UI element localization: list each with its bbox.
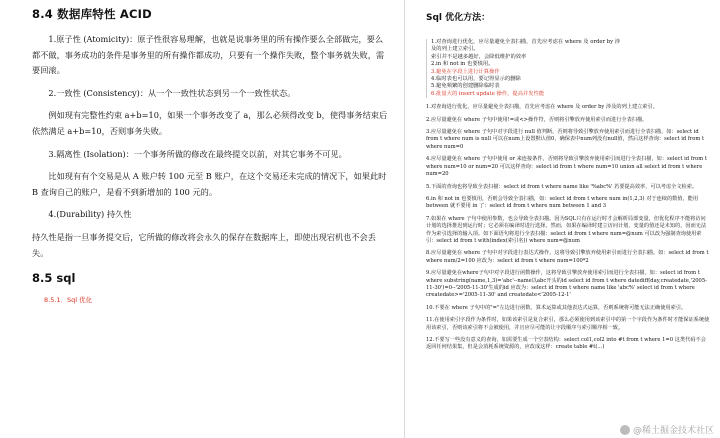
- tip-item: 9.应尽量避免在where子句中对字段进行函数操作，这将导致引擎放弃使用索引而进行全表扫描。如：select id from t where substring(name,1,3)='abc'--name以abc开头的id select id from t where datediff(day,createdate,'2005-11-30')=0--'2005-11-30'生成的id 应改为：select id from t where name like 'abc%' select id from t where createdate>='2005-11-30' and createdate<'2005-12-1': [426, 270, 707, 299]
- tip-item: 8.应尽量避免在 where 子句中对字段进行表达式操作，这将导致引擎放弃使用索引而进行全表扫描。如：select id from t where num/2=100 应改为：select id from t where num=100*2: [426, 250, 709, 264]
- tip-item: 11.在使用索引字段作为条件时，如果该索引是复合索引，那么必须使用到该索引中的第一个字段作为条件时才能保证系统使用该索引，否则该索引将不会被使用，并且应尽可能的让字段顺序与索引顺序相一致。: [426, 317, 710, 331]
- right-page: [406, 0, 720, 438]
- summary-line: 1.对查询进行优化，应尽量避免全表扫描，首先应考虑在 where 及 order by 涉: [431, 39, 621, 45]
- tip-item: 3.应尽量避免在 where 子句中对字段进行 null 值判断，否则将导致引擎放弃使用索引而进行全表扫描，如：select id from t where num is null 可以在num上设置默认值0，确保表中num列没有null值，然后这样查询：select id from t where num=0: [426, 129, 705, 150]
- tip-item: 4.应尽量避免在 where 子句中使用 or 来连接条件，否则将导致引擎放弃使用索引而进行全表扫描，如：select id from t where num=10 or num=20 可以这样查询：select id from t where num=10 union all select id from t where num=20: [426, 156, 707, 178]
- summary-line: 2.in 和 not in 也要慎用。: [431, 61, 494, 68]
- tip-item: 12.不要写一些没有意义的查询，如需要生成一个空表结构：select col1,col2 into #t from t where 1=0 这类代码不会返回任何结果集，但是会消耗系统资源的，应改成这样：create table #t(...): [426, 337, 706, 351]
- paragraph-durability-detail: 持久性是指一旦事务提交后，它所做的修改将会永久的保存在数据库上，即使出现宕机也不会丢失。: [32, 231, 376, 258]
- paragraph-isolation: 3.隔离性 (Isolation)：一个事务所做的修改在最终提交以前，对其它事务不可见。: [48, 148, 347, 159]
- watermark-text: @稀土掘金技术社区: [632, 426, 714, 436]
- subsection-label-sql-optimization: 8.5.1．Sql 优化: [44, 296, 93, 305]
- paragraph-consistency-example: 例如现有完整性约束 a+b=10，如果一个事务改变了 a，那么必须得改变 b，使得事务结束后依然满足 a+b=10，否则事务失败。: [32, 110, 388, 136]
- watermark: [620, 423, 714, 436]
- summary-line: 索引并不是越多越好，会降低维护的效率: [431, 53, 527, 60]
- paragraph-atomicity: 1.原子性 (Atomicity)：原子性很容易理解，也就是说事务里的所有操作要么全部做完，要么都不做，事务成功的条件是事务里的所有操作都成功，只要有一个操作失败，整个事务就失败，需要回滚。: [32, 34, 385, 76]
- paragraph-durability: 4.(Durability) 持久性: [48, 209, 132, 220]
- tip-item: 5.下面的查询也将导致全表扫描：select id from t where name like '%abc%' 若要提高效率，可以考虑全文检索。: [426, 183, 698, 190]
- paragraph-consistency: 2.一致性 (Consistency)：从一个一致性状态到另一个一致性状态。: [48, 87, 296, 98]
- page-divider: [404, 0, 405, 438]
- watermark-logo-icon: [620, 425, 630, 435]
- sql-optimization-heading: Sql 优化方法：: [426, 13, 491, 23]
- summary-line: 4.临时表也可以用，要记得显示的删除: [431, 76, 521, 83]
- summary-line-highlight: 3.避免在字段上进行计算操作: [431, 68, 500, 75]
- tip-item: 6.in 和 not in 也要慎用，否则会导致全表扫描，如：select id from t where num in(1,2,3) 对于连续的数值，能用 between 就不要用 in 了：select id from t where num between 1 and 3: [426, 195, 699, 210]
- tip-item: 2.应尽量避免在 where 子句中使用!=或<>操作符，否则将引擎放弃使用索引而进行全表扫描。: [426, 116, 648, 123]
- summary-line: 及的列上建立索引。: [431, 46, 479, 53]
- summary-line: 5.避免频繁的创建删除临时表: [431, 83, 500, 90]
- paragraph-isolation-example: 比如现有有个交易是从 A 账户转 100 元至 B 账户，在这个交易还未完成的情况下，如果此时 B 查询自己的账户，是看不到新增加的 100 元的。: [32, 171, 387, 197]
- section-heading-sql: 8.5 sql: [32, 271, 76, 286]
- tip-item: 1.对查询进行优化，应尽量避免全表扫描，首先应考虑在 where 及 order by 涉及的列上建立索引。: [426, 104, 658, 111]
- tip-item: 7.如果在 where 子句中使用参数，也会导致全表扫描。因为SQL只有在运行时才会解析局部变量，但优化程序不能将访问计划的选择推迟到运行时；它必须在编译时进行选择。然而，如果在编译时建立访问计划，变量的值还是未知的，因而无法作为索引选择的输入项。如下面语句将进行全表扫描：select id from t where num=@num 可以改为强制查询使用索引：select id from t with(index(索引名)) where num=@num: [426, 215, 707, 244]
- tip-item: 10.不要在 where 子句中的"="左边进行函数、算术运算或其他表达式运算，否则系统将可能无法正确使用索引。: [426, 304, 687, 311]
- summary-line-highlight: 6.批量大的 insert update 操作，提高并发性能: [431, 90, 545, 97]
- summary-box: [426, 39, 710, 98]
- section-heading-acid: 8.4 数据库特性 ACID: [32, 7, 152, 21]
